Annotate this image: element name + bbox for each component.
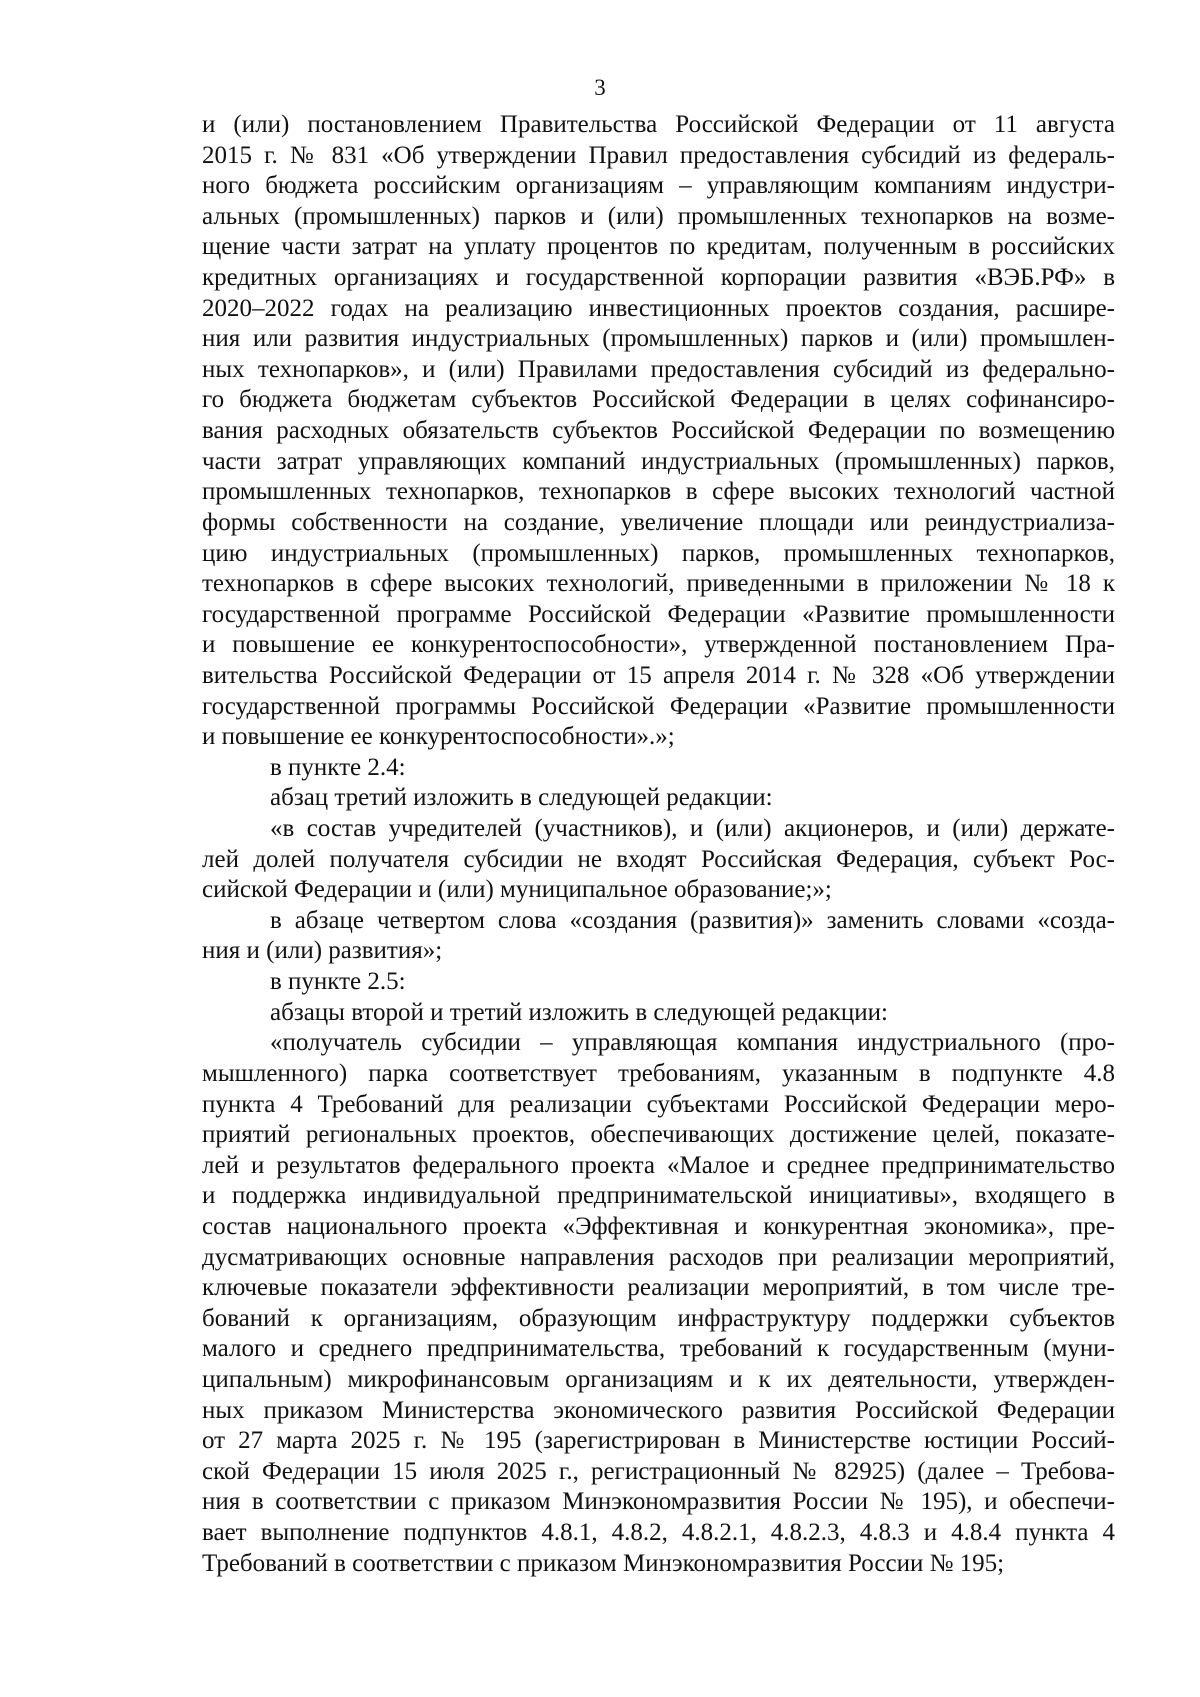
text-line: вительства Российской Федерации от 15 апреля 2014 г. № 328 «Об утверждении xyxy=(202,661,1115,689)
text-line: состав национального проекта «Эффективная и конкурентная экономика», пре- xyxy=(202,1212,1115,1240)
text-line: го бюджета бюджетам субъектов Российской Федерации в целях софинансиро- xyxy=(202,386,1115,414)
text-line: ния и (или) развития»; xyxy=(202,937,443,965)
text-line: «в состав учредителей (участников), и (или) акционеров, и (или) держате- xyxy=(270,815,1115,843)
text-line: вания расходных обязательств субъектов Российской Федерации по возмещению xyxy=(202,417,1115,445)
text-line: от 27 марта 2025 г. № 195 (зарегистрирован в Министерстве юстиции Россий- xyxy=(202,1427,1115,1455)
text-line: формы собственности на создание, увеличение площади или реиндустриализа- xyxy=(202,508,1115,536)
text-line: вает выполнение подпунктов 4.8.1, 4.8.2, 4.8.2.1, 4.8.2.3, 4.8.3 и 4.8.4 пункта 4 xyxy=(202,1519,1115,1547)
text-line: 2015 г. № 831 «Об утверждении Правил предоставления субсидий из федераль- xyxy=(202,141,1115,169)
text-line: лей и результатов федерального проекта «Малое и среднее предпринимательство xyxy=(202,1151,1115,1179)
text-line: ния или развития индустриальных (промышленных) парков и (или) промышлен- xyxy=(202,325,1115,353)
text-line: ния в соответствии с приказом Минэкономразвития России № 195), и обеспечи- xyxy=(202,1488,1115,1516)
document-body xyxy=(202,110,1115,1579)
text-line: государственной программы Российской Федерации «Развитие промышленности xyxy=(202,692,1115,720)
text-line: альных (промышленных) парков и (или) промышленных технопарков на возме- xyxy=(202,202,1115,230)
text-line: Требований в соответствии с приказом Минэкономразвития России № 195; xyxy=(202,1549,1005,1577)
text-line: промышленных технопарков, технопарков в сфере высоких технологий частной xyxy=(202,478,1115,506)
text-line: абзацы второй и третий изложить в следующей редакции: xyxy=(270,998,888,1026)
text-line: щение части затрат на уплату процентов по кредитам, полученным в российских xyxy=(202,233,1115,261)
text-line: в пункте 2.5: xyxy=(270,968,406,996)
text-line: мышленного) парка соответствует требованиям, указанным в подпункте 4.8 xyxy=(202,1059,1115,1087)
text-line: бований к организациям, образующим инфраструктуру поддержки субъектов xyxy=(202,1304,1115,1332)
text-line: 2020–2022 годах на реализацию инвестиционных проектов создания, расшире- xyxy=(202,294,1115,322)
text-line: кредитных организациях и государственной корпорации развития «ВЭБ.РФ» в xyxy=(202,264,1115,292)
text-line: ных приказом Министерства экономического развития Российской Федерации xyxy=(202,1396,1115,1424)
text-line: дусматривающих основные направления расходов при реализации мероприятий, xyxy=(202,1243,1115,1271)
text-line: технопарков в сфере высоких технологий, приведенными в приложении № 18 к xyxy=(202,570,1115,598)
text-line: сийской Федерации и (или) муниципальное образование;»; xyxy=(202,876,832,904)
text-line: цию индустриальных (промышленных) парков, промышленных технопарков, xyxy=(202,539,1115,567)
text-line: в абзаце четвертом слова «создания (развития)» заменить словами «созда- xyxy=(270,906,1115,934)
text-line: в пункте 2.4: xyxy=(270,753,406,781)
text-line: и повышение ее конкурентоспособности».»; xyxy=(202,723,675,751)
text-line: «получатель субсидии – управляющая компания индустриального (про- xyxy=(270,1029,1115,1057)
text-line: и (или) постановлением Правительства Российской Федерации от 11 августа xyxy=(202,111,1115,138)
text-line: ного бюджета российским организациям – управляющим компаниям индустри- xyxy=(202,172,1115,200)
text-line: абзац третий изложить в следующей редакции: xyxy=(270,784,773,812)
text-line: лей долей получателя субсидии не входят Российская Федерация, субъект Рос- xyxy=(202,845,1115,873)
text-line: ской Федерации 15 июля 2025 г., регистрационный № 82925) (далее – Требова- xyxy=(202,1457,1115,1485)
text-line: и повышение ее конкурентоспособности», утвержденной постановлением Пра- xyxy=(202,631,1115,659)
text-line: ципальным) микрофинансовым организациям и к их деятельности, утвержден- xyxy=(202,1365,1115,1393)
text-line: ных технопарков», и (или) Правилами предоставления субсидий из федерально- xyxy=(202,355,1115,383)
text-line: государственной программе Российской Федерации «Развитие промышленности xyxy=(202,600,1115,628)
text-line: части затрат управляющих компаний индустриальных (промышленных) парков, xyxy=(202,447,1115,475)
text-line: ключевые показатели эффективности реализации мероприятий, в том числе тре- xyxy=(202,1274,1115,1302)
text-line: малого и среднего предпринимательства, требований к государственным (муни- xyxy=(202,1335,1115,1363)
page-number: 3 xyxy=(594,75,606,100)
text-line: пункта 4 Требований для реализации субъектами Российской Федерации меро- xyxy=(202,1090,1115,1118)
text-line: и поддержка индивидуальной предпринимательской инициативы», входящего в xyxy=(202,1182,1115,1210)
text-line: приятий региональных проектов, обеспечивающих достижение целей, показате- xyxy=(202,1121,1115,1149)
